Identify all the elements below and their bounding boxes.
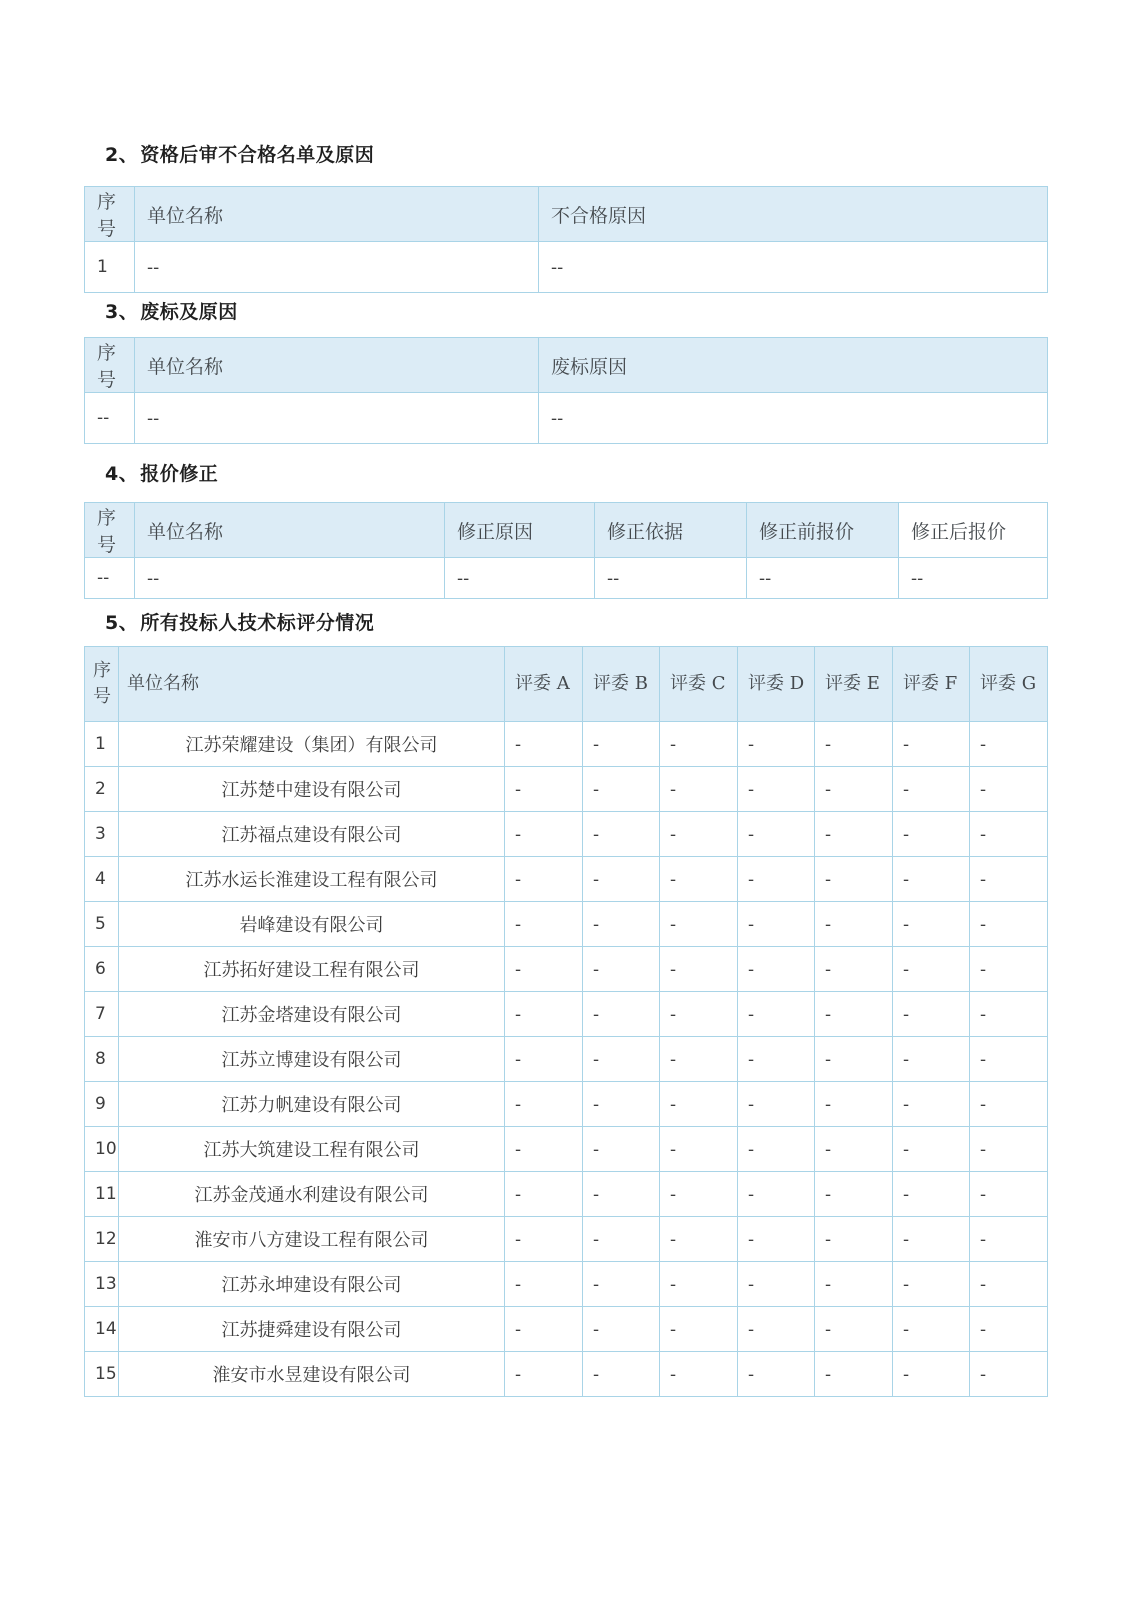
header-judge-d: 评委 D	[738, 647, 815, 722]
judge-d-score-cell: -	[738, 857, 815, 902]
serial-cell: 13	[85, 1262, 119, 1307]
table-row	[85, 947, 1048, 992]
header-price-before: 修正前报价	[747, 503, 899, 558]
header-judge-f: 评委 F	[893, 647, 970, 722]
table-row	[85, 722, 1048, 767]
serial-cell: 5	[85, 902, 119, 947]
judge-d-score-cell: -	[738, 1037, 815, 1082]
header-judge-a: 评委 A	[505, 647, 583, 722]
section-4-title: 报价修正	[140, 463, 219, 485]
serial-cell: 1	[85, 242, 135, 293]
reason-cell: --	[539, 242, 1048, 293]
serial-cell: 6	[85, 947, 119, 992]
serial-cell: --	[85, 558, 135, 599]
header-judge-c: 评委 C	[660, 647, 738, 722]
judge-b-score-cell: -	[583, 1352, 660, 1397]
judge-g-score-cell: -	[970, 1172, 1048, 1217]
header-company: 单位名称	[119, 647, 505, 722]
table-row	[85, 1217, 1048, 1262]
header-price-after: 修正后报价	[899, 503, 1048, 558]
judge-f-score-cell: -	[893, 1082, 970, 1127]
judge-g-score-cell: -	[970, 767, 1048, 812]
judge-b-score-cell: -	[583, 992, 660, 1037]
judge-g-score-cell: -	[970, 1127, 1048, 1172]
section-3-heading	[105, 297, 238, 324]
table-row	[85, 242, 1048, 293]
judge-a-score-cell: -	[505, 767, 583, 812]
header-correction-reason: 修正原因	[445, 503, 595, 558]
company-cell: 江苏力帆建设有限公司	[119, 1082, 505, 1127]
serial-cell: 8	[85, 1037, 119, 1082]
header-judge-g: 评委 G	[970, 647, 1048, 722]
header-judge-b: 评委 B	[583, 647, 660, 722]
judge-d-score-cell: -	[738, 1082, 815, 1127]
judge-e-score-cell: -	[815, 767, 893, 812]
header-row	[85, 338, 1048, 393]
judge-d-score-cell: -	[738, 1262, 815, 1307]
header-serial: 序号	[85, 338, 135, 393]
judge-f-score-cell: -	[893, 1037, 970, 1082]
judge-b-score-cell: -	[583, 1082, 660, 1127]
rejected-bids-table	[84, 337, 1048, 444]
judge-a-score-cell: -	[505, 1352, 583, 1397]
judge-c-score-cell: -	[660, 1217, 738, 1262]
company-cell: 江苏金茂通水利建设有限公司	[119, 1172, 505, 1217]
judge-g-score-cell: -	[970, 1307, 1048, 1352]
judge-a-score-cell: -	[505, 1037, 583, 1082]
judge-f-score-cell: -	[893, 767, 970, 812]
judge-a-score-cell: -	[505, 1217, 583, 1262]
judge-c-score-cell: -	[660, 1352, 738, 1397]
judge-f-score-cell: -	[893, 1352, 970, 1397]
judge-d-score-cell: -	[738, 992, 815, 1037]
section-2-number: 2、	[105, 144, 139, 166]
price-correction-table	[84, 502, 1048, 599]
judge-b-score-cell: -	[583, 1262, 660, 1307]
header-serial: 序号	[85, 647, 119, 722]
judge-g-score-cell: -	[970, 902, 1048, 947]
company-cell: 江苏大筑建设工程有限公司	[119, 1127, 505, 1172]
judge-g-score-cell: -	[970, 1082, 1048, 1127]
company-cell: 江苏立博建设有限公司	[119, 1037, 505, 1082]
judge-d-score-cell: -	[738, 722, 815, 767]
judge-f-score-cell: -	[893, 1172, 970, 1217]
judge-e-score-cell: -	[815, 992, 893, 1037]
table-row	[85, 1127, 1048, 1172]
judge-a-score-cell: -	[505, 902, 583, 947]
header-row	[85, 187, 1048, 242]
serial-cell: 9	[85, 1082, 119, 1127]
technical-score-table	[84, 646, 1048, 1397]
judge-b-score-cell: -	[583, 812, 660, 857]
judge-f-score-cell: -	[893, 902, 970, 947]
judge-d-score-cell: -	[738, 1307, 815, 1352]
judge-e-score-cell: -	[815, 722, 893, 767]
header-company: 单位名称	[135, 187, 539, 242]
judge-g-score-cell: -	[970, 1352, 1048, 1397]
judge-g-score-cell: -	[970, 1262, 1048, 1307]
judge-e-score-cell: -	[815, 902, 893, 947]
company-cell: 江苏捷舜建设有限公司	[119, 1307, 505, 1352]
judge-e-score-cell: -	[815, 1307, 893, 1352]
judge-d-score-cell: -	[738, 947, 815, 992]
header-reason: 废标原因	[539, 338, 1048, 393]
judge-a-score-cell: -	[505, 1307, 583, 1352]
judge-a-score-cell: -	[505, 812, 583, 857]
header-row	[85, 647, 1048, 722]
judge-c-score-cell: -	[660, 722, 738, 767]
judge-a-score-cell: -	[505, 722, 583, 767]
table-row	[85, 767, 1048, 812]
serial-cell: 12	[85, 1217, 119, 1262]
section-4-number: 4、	[105, 463, 139, 485]
judge-f-score-cell: -	[893, 722, 970, 767]
section-3-title: 废标及原因	[140, 301, 238, 323]
judge-e-score-cell: -	[815, 1262, 893, 1307]
judge-d-score-cell: -	[738, 1172, 815, 1217]
judge-e-score-cell: -	[815, 812, 893, 857]
judge-g-score-cell: -	[970, 722, 1048, 767]
judge-d-score-cell: -	[738, 1352, 815, 1397]
table-row	[85, 857, 1048, 902]
serial-cell: --	[85, 393, 135, 444]
judge-b-score-cell: -	[583, 1307, 660, 1352]
company-cell: --	[135, 393, 539, 444]
judge-e-score-cell: -	[815, 1172, 893, 1217]
header-judge-e: 评委 E	[815, 647, 893, 722]
judge-g-score-cell: -	[970, 1037, 1048, 1082]
company-cell: 岩峰建设有限公司	[119, 902, 505, 947]
judge-c-score-cell: -	[660, 1037, 738, 1082]
judge-c-score-cell: -	[660, 1127, 738, 1172]
judge-g-score-cell: -	[970, 857, 1048, 902]
judge-c-score-cell: -	[660, 902, 738, 947]
judge-b-score-cell: -	[583, 902, 660, 947]
header-serial: 序号	[85, 503, 135, 558]
judge-f-score-cell: -	[893, 1127, 970, 1172]
table-row	[85, 1307, 1048, 1352]
table-row	[85, 1037, 1048, 1082]
company-cell: 江苏福点建设有限公司	[119, 812, 505, 857]
judge-a-score-cell: -	[505, 1127, 583, 1172]
company-cell: 江苏水运长淮建设工程有限公司	[119, 857, 505, 902]
judge-c-score-cell: -	[660, 1262, 738, 1307]
judge-d-score-cell: -	[738, 767, 815, 812]
judge-f-score-cell: -	[893, 812, 970, 857]
reason-cell: --	[539, 393, 1048, 444]
table-row	[85, 1082, 1048, 1127]
serial-cell: 3	[85, 812, 119, 857]
header-company: 单位名称	[135, 503, 445, 558]
price-after-cell: --	[899, 558, 1048, 599]
serial-cell: 10	[85, 1127, 119, 1172]
judge-e-score-cell: -	[815, 1082, 893, 1127]
judge-d-score-cell: -	[738, 1127, 815, 1172]
serial-cell: 1	[85, 722, 119, 767]
judge-c-score-cell: -	[660, 1307, 738, 1352]
judge-b-score-cell: -	[583, 1037, 660, 1082]
company-cell: --	[135, 242, 539, 293]
serial-cell: 15	[85, 1352, 119, 1397]
company-cell: 淮安市八方建设工程有限公司	[119, 1217, 505, 1262]
judge-g-score-cell: -	[970, 1217, 1048, 1262]
correction-reason-cell: --	[445, 558, 595, 599]
header-row	[85, 503, 1048, 558]
judge-a-score-cell: -	[505, 1082, 583, 1127]
judge-e-score-cell: -	[815, 1352, 893, 1397]
header-serial: 序号	[85, 187, 135, 242]
section-4-heading	[105, 459, 218, 486]
judge-c-score-cell: -	[660, 947, 738, 992]
serial-cell: 2	[85, 767, 119, 812]
judge-b-score-cell: -	[583, 1172, 660, 1217]
judge-a-score-cell: -	[505, 992, 583, 1037]
table-row	[85, 1352, 1048, 1397]
judge-c-score-cell: -	[660, 1172, 738, 1217]
judge-f-score-cell: -	[893, 1262, 970, 1307]
judge-e-score-cell: -	[815, 857, 893, 902]
header-company: 单位名称	[135, 338, 539, 393]
section-5-heading	[105, 608, 374, 635]
judge-f-score-cell: -	[893, 947, 970, 992]
judge-f-score-cell: -	[893, 1307, 970, 1352]
table-row	[85, 812, 1048, 857]
judge-g-score-cell: -	[970, 812, 1048, 857]
section-2-heading	[105, 140, 374, 167]
table-row	[85, 1262, 1048, 1307]
correction-basis-cell: --	[595, 558, 747, 599]
header-correction-basis: 修正依据	[595, 503, 747, 558]
judge-c-score-cell: -	[660, 1082, 738, 1127]
serial-cell: 7	[85, 992, 119, 1037]
section-5-title: 所有投标人技术标评分情况	[140, 612, 375, 634]
judge-c-score-cell: -	[660, 992, 738, 1037]
company-cell: 江苏拓好建设工程有限公司	[119, 947, 505, 992]
section-2-title: 资格后审不合格名单及原因	[140, 144, 375, 166]
judge-b-score-cell: -	[583, 767, 660, 812]
header-reason: 不合格原因	[539, 187, 1048, 242]
judge-g-score-cell: -	[970, 947, 1048, 992]
judge-a-score-cell: -	[505, 947, 583, 992]
judge-d-score-cell: -	[738, 902, 815, 947]
serial-cell: 4	[85, 857, 119, 902]
judge-e-score-cell: -	[815, 947, 893, 992]
price-before-cell: --	[747, 558, 899, 599]
section-5-number: 5、	[105, 612, 139, 634]
judge-f-score-cell: -	[893, 857, 970, 902]
table-row	[85, 992, 1048, 1037]
company-cell: 江苏金塔建设有限公司	[119, 992, 505, 1037]
judge-a-score-cell: -	[505, 1172, 583, 1217]
judge-d-score-cell: -	[738, 1217, 815, 1262]
judge-c-score-cell: -	[660, 812, 738, 857]
company-cell: 淮安市水昱建设有限公司	[119, 1352, 505, 1397]
serial-cell: 14	[85, 1307, 119, 1352]
table-row	[85, 558, 1048, 599]
judge-b-score-cell: -	[583, 722, 660, 767]
company-cell: 江苏楚中建设有限公司	[119, 767, 505, 812]
table-row	[85, 902, 1048, 947]
table-row	[85, 1172, 1048, 1217]
company-cell: --	[135, 558, 445, 599]
judge-a-score-cell: -	[505, 857, 583, 902]
company-cell: 江苏荣耀建设（集团）有限公司	[119, 722, 505, 767]
judge-b-score-cell: -	[583, 1127, 660, 1172]
judge-g-score-cell: -	[970, 992, 1048, 1037]
judge-f-score-cell: -	[893, 1217, 970, 1262]
table-row	[85, 393, 1048, 444]
judge-e-score-cell: -	[815, 1037, 893, 1082]
company-cell: 江苏永坤建设有限公司	[119, 1262, 505, 1307]
judge-c-score-cell: -	[660, 767, 738, 812]
judge-f-score-cell: -	[893, 992, 970, 1037]
section-3-number: 3、	[105, 301, 139, 323]
judge-b-score-cell: -	[583, 857, 660, 902]
judge-c-score-cell: -	[660, 857, 738, 902]
judge-b-score-cell: -	[583, 1217, 660, 1262]
judge-e-score-cell: -	[815, 1127, 893, 1172]
judge-e-score-cell: -	[815, 1217, 893, 1262]
serial-cell: 11	[85, 1172, 119, 1217]
judge-b-score-cell: -	[583, 947, 660, 992]
judge-d-score-cell: -	[738, 812, 815, 857]
disqualified-table	[84, 186, 1048, 293]
judge-a-score-cell: -	[505, 1262, 583, 1307]
